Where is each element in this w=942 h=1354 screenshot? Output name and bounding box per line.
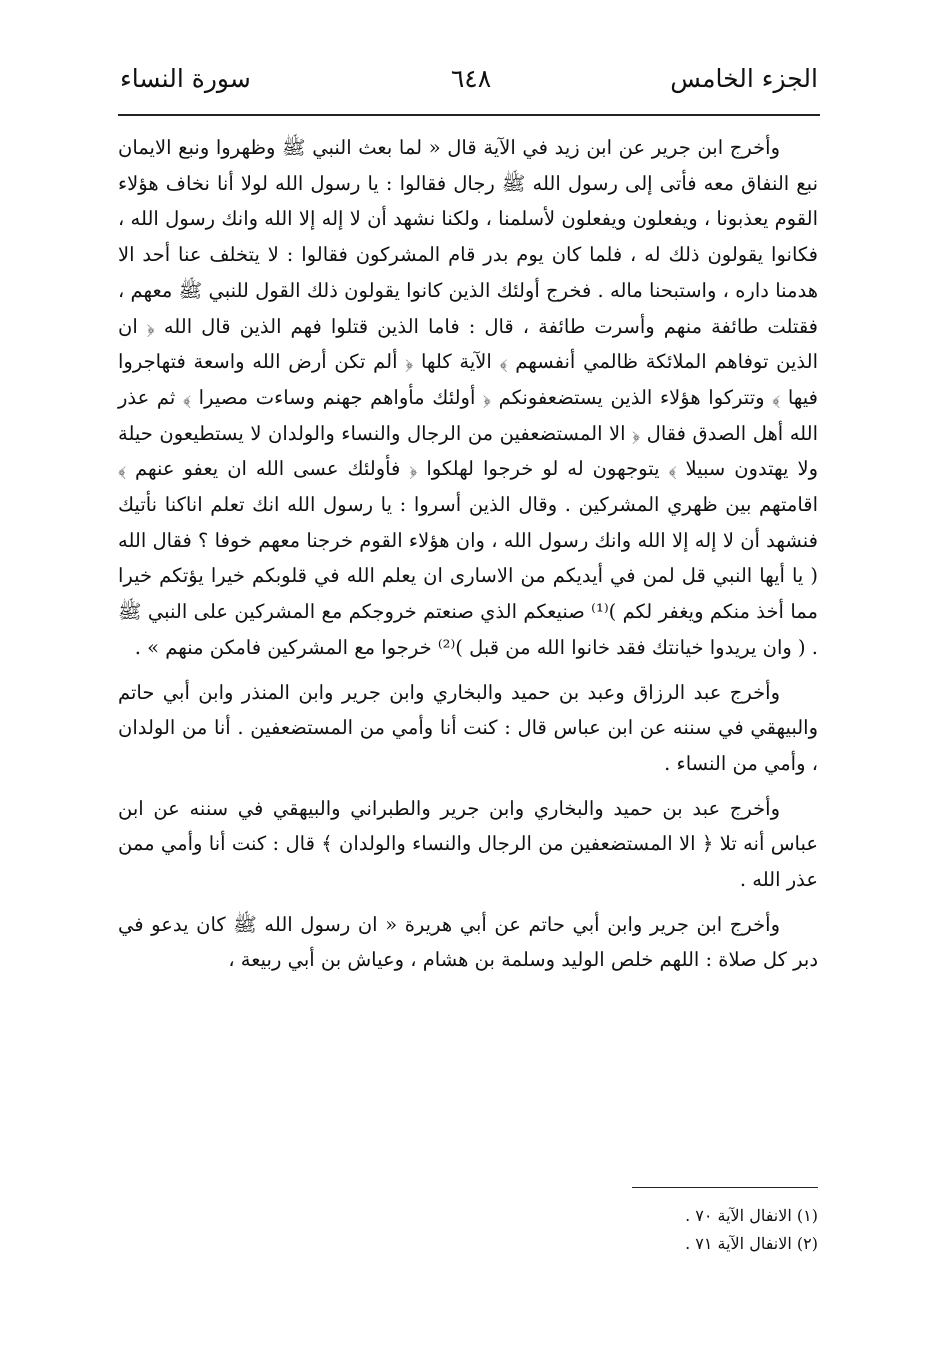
footnote: (٢) الانفال الآية ٧١ . xyxy=(685,1234,818,1253)
header-rule xyxy=(118,114,820,116)
paragraph: وأخرج ابن جرير وابن أبي حاتم عن أبي هريرة « ان رسول الله ﷺ كان يدعو في دبر كل صلاة : اللهم خلص الوليد وسلمة بن هشام ، وعياش بن أبي ربيعة ، xyxy=(118,912,818,972)
running-head-surah: سورة النساء xyxy=(120,64,251,93)
footnote: (١) الانفال الآية ٧٠ . xyxy=(685,1206,818,1225)
main-text xyxy=(118,130,818,987)
paragraph: وأخرج عبد بن حميد والبخاري وابن جرير والطبراني والبيهقي في سننه عن ابن عباس أنه تلا ﴿ الا المستضعفين من الرجال والنساء والولدان ﴾ قال : كنت أنا وأمي ممن عذر الله . xyxy=(118,796,818,892)
footnote-rule xyxy=(632,1187,818,1188)
page-number: ٦٤٨ xyxy=(450,64,492,93)
paragraph: وأخرج عبد الرزاق وعبد بن حميد والبخاري وابن جرير وابن المنذر وابن أبي حاتم والبيهقي في سننه عن ابن عباس قال : كنت أنا وأمي من المستضعفين . أنا من الولدان ، وأمي من النساء . xyxy=(118,680,818,775)
paragraph: وأخرج ابن جرير عن ابن زيد في الآية قال « لما بعث النبي ﷺ وظهروا ونبع الايمان نبع النفاق معه فأتى إلى رسول الله ﷺ رجال فقالوا : يا رسول الله لولا أنا نخاف هؤلاء القوم يعذبونا ، ويفعلون ويفعلون لأسلمنا ، ولكنا نشهد أن لا إله إلا الله وانك رسول الله ، فكانوا يقولون ذلك له ، فلما كان يوم بدر قام المشركون فقالوا : لا يتخلف عنا أحد الا هدمنا داره ، واستبحنا ماله . فخرج أولئك الذين كانوا يقولون ذلك القول للنبي ﷺ معهم ، فقتلت طائفة منهم وأسرت طائفة ، قال : فاما الذين قتلوا فهم الذين قال الله ﴿ ان الذين توفاهم الملائكة ظالمي أنفسهم ﴾ الآية كلها ﴿ ألم تكن أرض الله واسعة فتهاجروا فيها ﴾ وتتركوا هؤلاء الذين يستضعفونكم ﴿ أولئك مأواهم جهنم وساءت مصيرا ﴾ ثم عذر الله أهل الصدق فقال ﴿ الا المستضعفين من الرجال والنساء والولدان لا يستطيعون حيلة ولا يهتدون سبيلا ﴾ يتوجهون له لو خرجوا لهلكوا ﴿ فأولئك عسى الله ان يعفو عنهم ﴾ اقامتهم بين ظهري المشركين . وقال الذين أسروا : يا رسول الله انك تعلم اناكنا نأتيك فنشهد أن لا إله إلا الله وانك رسول الله ، وان هؤلاء القوم خرجنا معهم خوفا ؟ فقال الله ( يا أيها النبي قل لمن في أيديكم من الاسارى ان يعلم الله في قلوبكم خيرا يؤتكم خيرا مما أخذ منكم ويغفر لكم )⁽¹⁾ صنيعكم الذي صنعتم خروجكم مع المشركين على النبي ﷺ . ( وان يريدوا خيانتك فقد خانوا الله من قبل )⁽²⁾ خرجوا مع المشركين فامكن منهم » . xyxy=(118,136,819,659)
footnotes xyxy=(418,1202,818,1258)
running-head-part: الجزء الخامس xyxy=(670,64,818,93)
